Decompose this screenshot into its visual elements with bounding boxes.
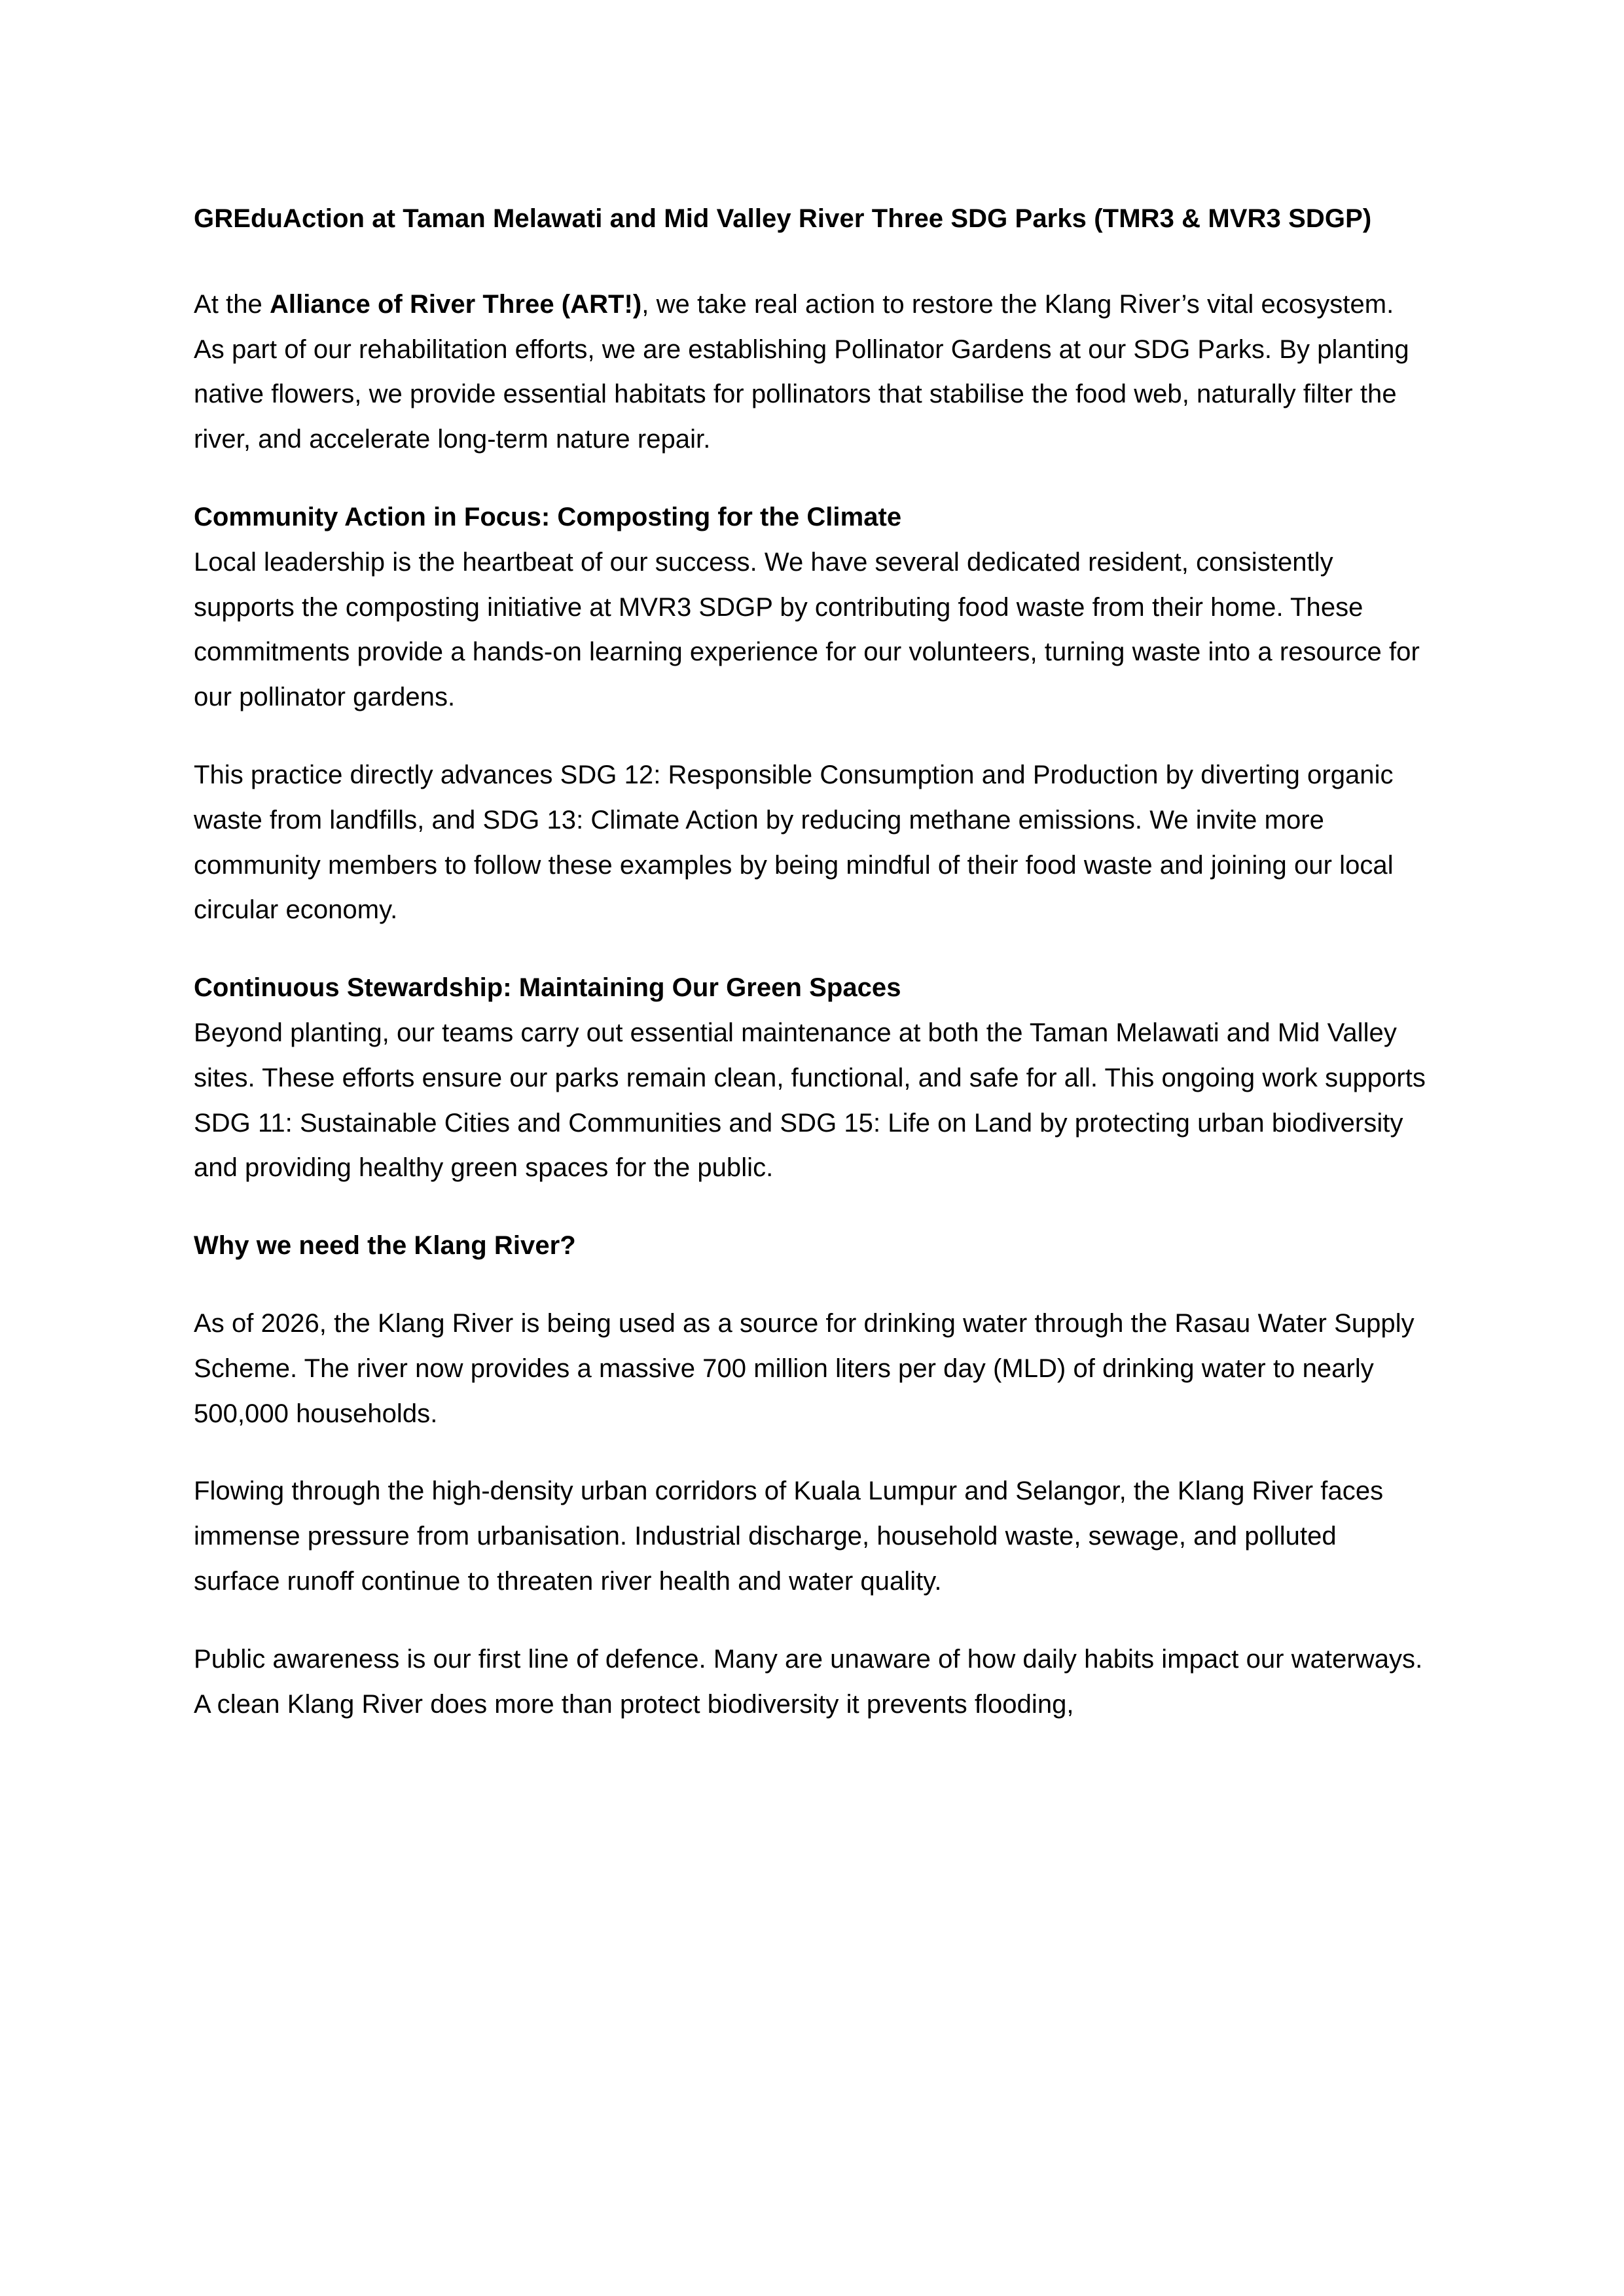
spacer: [194, 1191, 1430, 1223]
section-paragraph: As of 2026, the Klang River is being used as a source for drinking water through the Rasau Water Supply Scheme. The river now provides a massive 700 million liters per day (MLD) of drinking water to nearly 500,000 households.: [194, 1308, 1415, 1428]
spacer: [194, 933, 1430, 965]
section-paragraph: Beyond planting, our teams carry out essential maintenance at both the Taman Melawati and Mid Valley sites. These efforts ensure our parks remain clean, functional, and safe for all. This ongoing work supports SDG 11: Sustainable Cities and Communities and SDG 15: Life on Land by protecting urban biodiversity and providing healthy green spaces for the public.: [194, 1018, 1426, 1183]
section-paragraph: Public awareness is our first line of defence. Many are unaware of how daily habits impact our waterways. A clean Klang River does more than protect biodiversity it prevents flooding,: [194, 1644, 1423, 1719]
intro-lead-bold: Alliance of River Three (ART!): [269, 289, 642, 319]
section-paragraph: This practice directly advances SDG 12: Responsible Consumption and Production by diverting organic waste from landfills, and SDG 13: Climate Action by reducing methane emissions. We invite more community members to follow these examples by being mindful of their food waste and joining our local circular economy.: [194, 760, 1394, 925]
spacer: [194, 462, 1430, 495]
section-paragraph: Flowing through the high-density urban corridors of Kuala Lumpur and Selangor, the Klang River faces immense pressure from urbanisation. Industrial discharge, household waste, sewage, and polluted surface runoff continue to threaten river health and water quality.: [194, 1477, 1384, 1596]
section-heading-stewardship: Continuous Stewardship: Maintaining Our Green Spaces: [194, 973, 901, 1003]
spacer: [194, 720, 1430, 753]
spacer: [194, 242, 1430, 282]
intro-paragraph: [194, 282, 1430, 462]
document-body: [194, 196, 1430, 1727]
page-title: GREduAction at Taman Melawati and Mid Valley River Three SDG Parks (TMR3 & MVR3 SDGP): [194, 204, 1372, 233]
section-paragraph: Local leadership is the heartbeat of our success. We have several dedicated resident, consistently supports the composting initiative at MVR3 SDGP by contributing food waste from their home. These commitments provide a hands-on learning experience for our volunteers, turning waste into a resource for our pollinator gardens.: [194, 547, 1420, 712]
intro-lead-prefix: At the: [194, 289, 270, 319]
spacer: [194, 1436, 1430, 1469]
section-heading-composting: Community Action in Focus: Composting for the Climate: [194, 502, 902, 531]
section-heading-klang-river: Why we need the Klang River?: [194, 1231, 576, 1261]
intro-lead-rest: , we take real action to restore the Klang River’s vital ecosystem. As part of our rehabilitation efforts, we are establishing Pollinator Gardens at our SDG Parks. By planting native flowers, we provide essential habitats for pollinators that stabilise the food web, naturally filter the river, and accelerate long-term nature repair.: [194, 289, 1409, 454]
spacer: [194, 1268, 1430, 1301]
spacer: [194, 1604, 1430, 1637]
